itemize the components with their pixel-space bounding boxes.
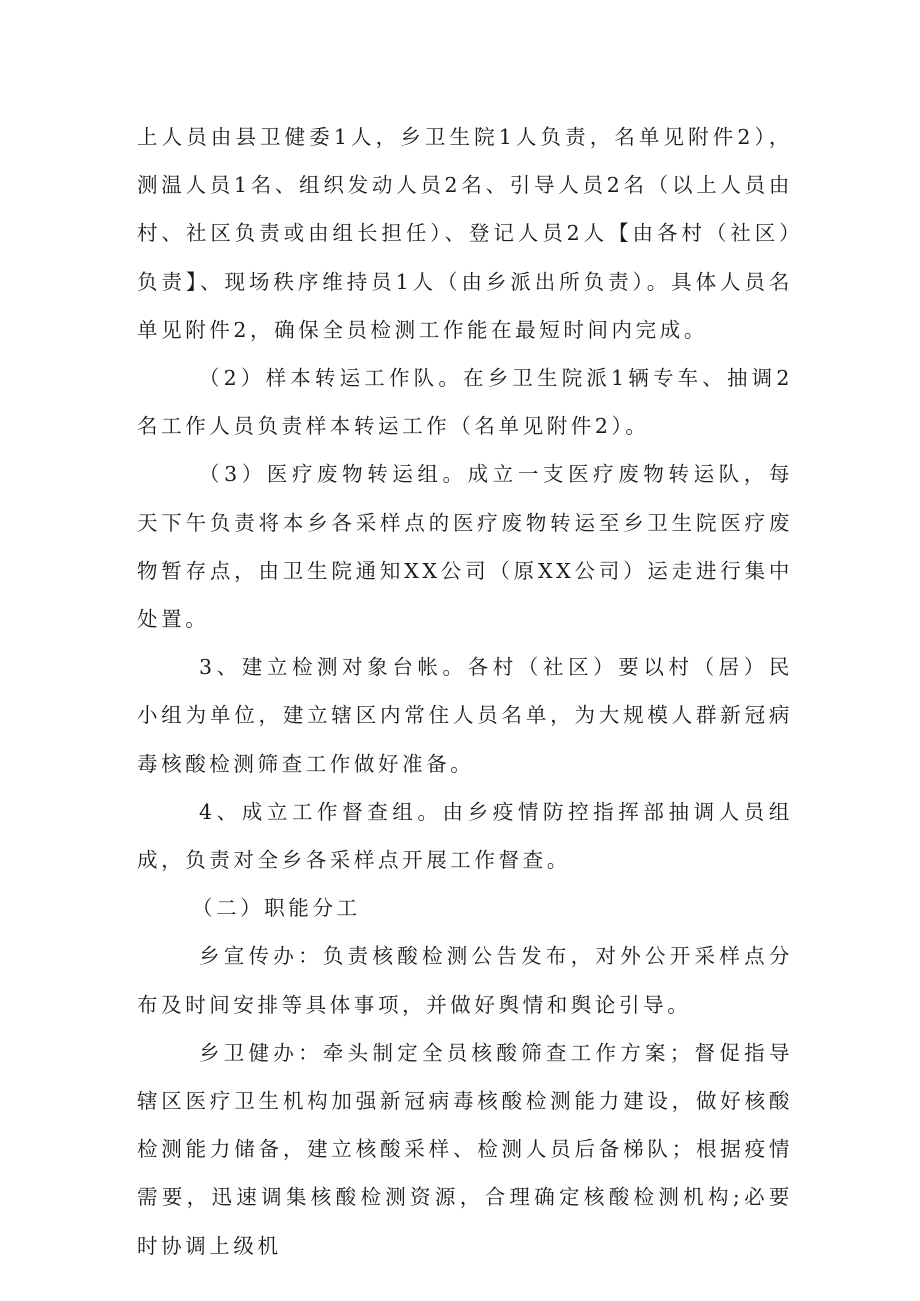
section-heading-duties: （二）职能分工 (192, 896, 361, 921)
paragraph-test-ledger: 3、建立检测对象台帐。各村（社区）要以村（居）民小组为单位，建立辖区内常住人员名单，为大规模人群新冠病毒核酸检测筛查工作做好准备。 (137, 655, 793, 776)
paragraph-staff-continued: 上人员由县卫健委1人，乡卫生院1人负责，名单见附件2），测温人员1名、组织发动人员2名、引导人员2名（以上人员由村、社区负责或由组长担任）、登记人员2人【由各村（社区）负责】、现场秩序维持员1人（由乡派出所负责）。具体人员名单见附件2，确保全员检测工作能在最短时间内完成。 (137, 125, 793, 342)
paragraph-health-office: 乡卫健办：牵头制定全员核酸筛查工作方案；督促指导辖区医疗卫生机构加强新冠病毒核酸检测能力建设，做好核酸检测能力储备，建立核酸采样、检测人员后备梯队；根据疫情需要，迅速调集核酸检测资源，合理确定核酸检测机构;必要时协调上级机 (137, 1040, 793, 1258)
document-body (137, 113, 793, 1270)
paragraph-medical-waste: （3）医疗废物转运组。成立一支医疗废物转运队，每天下午负责将本乡各采样点的医疗废物转运至乡卫生院医疗废物暂存点，由卫生院通知XX公司（原XX公司）运走进行集中处置。 (137, 462, 793, 632)
paragraph-sample-transport: （2）样本转运工作队。在乡卫生院派1辆专车、抽调2名工作人员负责样本转运工作（名单见附件2）。 (137, 366, 793, 439)
paragraph-supervision-group: 4、成立工作督查组。由乡疫情防控指挥部抽调人员组成，负责对全乡各采样点开展工作督查。 (137, 799, 793, 873)
paragraph-publicity-office: 乡宣传办：负责核酸检测公告发布，对外公开采样点分布及时间安排等具体事项，并做好舆情和舆论引导。 (137, 944, 793, 1017)
